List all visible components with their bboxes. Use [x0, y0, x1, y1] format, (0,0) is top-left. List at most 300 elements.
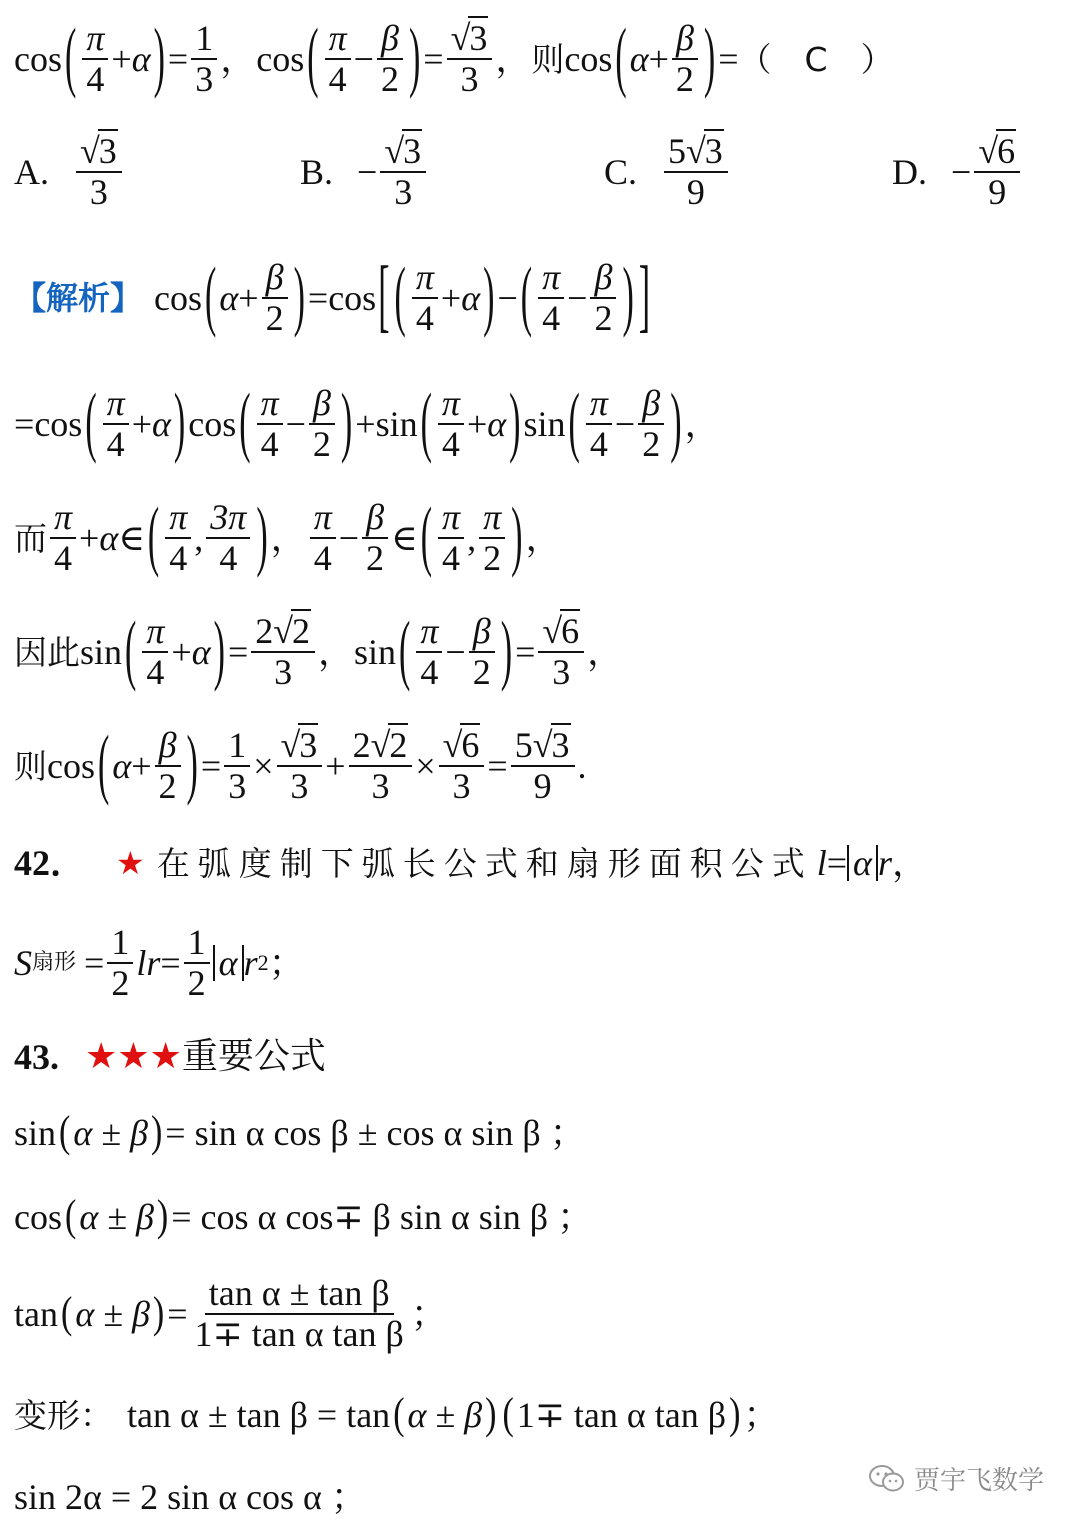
fraction [377, 19, 403, 99]
area-S: S [14, 943, 32, 983]
denominator: 2 [675, 59, 694, 99]
paren-open: ( [205, 254, 217, 340]
numerator: 1 [184, 923, 210, 964]
formula-tan-transform [14, 1390, 779, 1440]
fraction [142, 612, 168, 692]
paren-open: ( [147, 494, 160, 580]
radius-r: r [243, 943, 258, 983]
radius-r: r [877, 843, 892, 883]
fraction [224, 726, 250, 806]
then-word: 则 [531, 39, 565, 79]
sqrt: √6 [538, 612, 584, 653]
fraction [310, 498, 336, 578]
bracket-open: [ [378, 252, 390, 342]
alpha: α [112, 746, 132, 786]
watermark-text: 贾宇飞数学 [913, 1466, 1044, 1496]
fraction [251, 612, 315, 692]
abs-alpha: α [213, 945, 244, 981]
fraction [439, 726, 485, 806]
star-icon: ★ [116, 844, 145, 882]
paren-open: ( [568, 380, 580, 466]
cos-fn: cos [564, 39, 613, 79]
times: × [415, 746, 436, 786]
sqrt: 5√3 [664, 132, 728, 173]
answer-bracket: （ C ） [738, 39, 894, 79]
numerator: π [257, 384, 283, 425]
fraction [511, 726, 575, 806]
denominator: 4 [169, 538, 188, 578]
denominator: 4 [420, 652, 439, 692]
solution-line-4 [14, 606, 623, 698]
denominator: 4 [442, 538, 461, 578]
denominator: 2 [111, 963, 130, 1003]
fraction [438, 384, 464, 464]
numerator: 1 [224, 726, 250, 767]
equals: = [227, 632, 249, 672]
denominator: 3 [460, 59, 479, 99]
sin-double-angle: sin 2α = 2 sin α cos α ； [14, 1477, 367, 1517]
paren-close: ) [150, 1108, 163, 1157]
alpha: α [152, 404, 171, 444]
sqrt: √3 [277, 726, 323, 767]
paren-close: ) [622, 254, 634, 340]
numerator: 3π [206, 498, 250, 539]
element-of: ∈ [118, 518, 145, 558]
option-b [300, 132, 604, 212]
cos-fn: cos [154, 278, 203, 318]
question-number: 42． [14, 843, 87, 883]
fraction [412, 258, 438, 338]
q43-title: 重要公式 [181, 1036, 326, 1077]
numerator: β [469, 612, 495, 653]
fraction [590, 258, 616, 338]
denominator: 1∓ tan α tan β [194, 1314, 404, 1354]
sqrt: 5√3 [511, 726, 575, 767]
plus: + [171, 632, 192, 672]
fraction [638, 384, 664, 464]
fraction [664, 132, 728, 212]
alpha-pm-beta: α ± β [75, 1294, 150, 1334]
equals: = [423, 39, 444, 79]
denominator: 4 [86, 59, 105, 99]
option-label: C. [604, 152, 638, 192]
denominator: 3 [452, 766, 471, 806]
numerator: β [638, 384, 664, 425]
fraction [309, 384, 335, 464]
numerator: β [309, 384, 335, 425]
analysis-tag: 【解析】 [14, 279, 143, 317]
semicolon: ； [410, 1294, 447, 1334]
paren-open: ( [399, 608, 411, 694]
fraction [349, 726, 413, 806]
sqrt: √3 [76, 132, 122, 173]
fraction [103, 384, 129, 464]
q41-options [14, 126, 1023, 218]
paren-close: ) [152, 1289, 165, 1338]
coefficient: 5 [514, 725, 533, 766]
denominator: 4 [219, 538, 238, 578]
fraction [672, 19, 698, 99]
denominator: 2 [594, 298, 613, 338]
numerator: tan α ± tan β [205, 1274, 394, 1315]
question-number: 43. [14, 1037, 59, 1077]
numerator: β [155, 726, 181, 767]
semicolon: ； [743, 1395, 780, 1435]
fraction [438, 498, 464, 578]
equals: = [14, 404, 35, 444]
tan-fn: tan [14, 1294, 58, 1334]
minus: − [445, 632, 466, 672]
numerator: β [362, 498, 388, 539]
comma: ， [495, 39, 532, 79]
equals: = [160, 943, 181, 983]
fraction [974, 132, 1020, 212]
paren-open: ( [394, 254, 406, 340]
alpha: α [191, 632, 211, 672]
numerator: π [142, 612, 168, 653]
numerator: β [262, 258, 288, 299]
one-mp-tan-product: 1∓ tan α tan β [516, 1395, 727, 1435]
exponent: 2 [257, 950, 269, 975]
numerator: β [377, 19, 403, 60]
numerator: π [103, 384, 129, 425]
numerator: π [82, 19, 108, 60]
radicand: 6 [561, 611, 580, 652]
fraction [380, 132, 426, 212]
paren-open: ( [98, 722, 110, 808]
sqrt: √6 [974, 132, 1020, 173]
denominator: 3 [89, 172, 108, 212]
option-c [604, 132, 892, 212]
minus: − [285, 404, 306, 444]
cos-fn: cos [47, 746, 95, 786]
denominator: 2 [380, 59, 399, 99]
alpha: α [487, 404, 507, 444]
radicand: 2 [292, 611, 311, 652]
solution-line-2 [14, 378, 721, 470]
equals: = [826, 843, 848, 883]
numerator: π [438, 384, 464, 425]
formula-cos-sum [14, 1192, 593, 1242]
paren-close: ) [153, 15, 165, 101]
comma: ， [270, 518, 307, 558]
paren-close: ) [256, 494, 268, 580]
paren-close: ) [729, 1390, 741, 1439]
solution-line-3: 而 $\frac{\pi}{4}$ + α ∈ ( $\frac{\pi}{4}$ , $\frac{3\pi}{4}$ ) ， $\frac{\pi}{4}$ − $\frac{\beta}{2}$ ∈ ( $\frac{\pi}{4}$ , $\frac{\pi}{2}$ ) ， [14, 494, 562, 580]
bracket-close: ] [638, 252, 651, 342]
paren-close: ) [186, 722, 198, 808]
numerator: π [412, 258, 438, 299]
plus: + [131, 746, 152, 786]
paren-open: ( [85, 380, 97, 466]
denominator: 4 [415, 298, 434, 338]
fraction [586, 384, 612, 464]
star-icon: ★★★ [85, 1036, 182, 1077]
fraction [257, 384, 283, 464]
fraction [277, 726, 323, 806]
q42-area-formula [14, 918, 305, 1008]
denominator: 2 [187, 963, 206, 1003]
numerator: π [479, 498, 505, 539]
paren-open: ( [239, 380, 251, 466]
paren-open: ( [125, 608, 137, 694]
equals: = [84, 943, 105, 983]
times: × [253, 746, 274, 786]
comma: ， [891, 843, 928, 883]
plus: + [440, 278, 462, 318]
option-a [14, 132, 300, 212]
option-label: A. [14, 152, 49, 192]
radicand: 3 [469, 18, 488, 59]
paren-open: ( [307, 15, 319, 101]
radicand: 6 [461, 725, 480, 766]
transform-label: 变形： [14, 1395, 113, 1435]
denominator: 3 [552, 652, 571, 692]
coefficient: 5 [668, 131, 687, 172]
minus: − [497, 278, 518, 318]
abs-alpha: α [847, 845, 878, 881]
fraction [538, 612, 584, 692]
option-label: B. [300, 152, 334, 192]
denominator: 2 [642, 424, 661, 464]
sqrt: √3 [447, 19, 493, 60]
denominator: 3 [274, 652, 293, 692]
numerator: 1 [191, 19, 217, 60]
fraction [155, 726, 181, 806]
sin-fn: sin [14, 1113, 57, 1153]
fraction [50, 498, 76, 578]
paren-open: ( [615, 15, 627, 101]
watermark [868, 1460, 1044, 1497]
sector-subscript: 扇形 [32, 950, 77, 975]
paren-close: ) [670, 380, 682, 466]
wechat-icon [868, 1464, 906, 1494]
fraction [262, 258, 288, 338]
numerator: β [590, 258, 616, 299]
fraction [447, 19, 493, 99]
denominator: 4 [313, 538, 332, 578]
denominator: 9 [533, 766, 552, 806]
comma: ， [684, 404, 721, 444]
equals: = [718, 39, 739, 79]
fraction [82, 19, 108, 99]
equals: = [167, 1294, 188, 1334]
paren-close: ) [173, 380, 186, 466]
radicand: 3 [551, 725, 570, 766]
paren-open: ( [420, 494, 433, 580]
formula-sin-double [14, 1472, 367, 1522]
q42-heading [14, 838, 928, 888]
sin-fn: sin [354, 632, 397, 672]
yinci-word: 因此 [14, 632, 80, 672]
plus: + [131, 404, 152, 444]
q43-heading [14, 1032, 326, 1082]
solution-line-5 [14, 720, 587, 812]
q42-text: 在弧度制下弧长公式和扇形面积公式 [156, 843, 813, 883]
plus: + [79, 518, 100, 558]
numerator: π [50, 498, 76, 539]
paren-close: ) [213, 608, 225, 694]
paren-close: ) [483, 254, 495, 340]
comma: ， [318, 632, 355, 672]
period: . [577, 746, 587, 786]
fraction [191, 19, 217, 99]
paren-open: ( [65, 15, 77, 101]
option-sign: − [357, 152, 378, 192]
denominator: 2 [483, 538, 502, 578]
sin-fn: sin [523, 404, 566, 444]
cos-fn: cos [188, 404, 237, 444]
denominator: 4 [260, 424, 279, 464]
denominator: 2 [312, 424, 331, 464]
denominator: 4 [589, 424, 608, 464]
sin-sum-rhs: = sin α cos β ± cos α sin β ； [165, 1113, 586, 1153]
cos-fn: cos [256, 39, 305, 79]
paren-close: ) [703, 15, 716, 101]
sin-fn: sin [80, 632, 123, 672]
denominator: 3 [394, 172, 413, 212]
equals: = [200, 746, 222, 786]
numerator: π [310, 498, 336, 539]
solution-line-1 [14, 252, 652, 344]
tan-transform-lhs: tan α ± tan β = tan [127, 1395, 391, 1435]
alpha: α [131, 39, 151, 79]
denominator: 9 [686, 172, 705, 212]
radicand: 3 [403, 131, 422, 172]
paren-close: ) [340, 380, 353, 466]
radicand: 3 [98, 131, 117, 172]
fraction [184, 923, 210, 1003]
q41-stem [14, 14, 894, 104]
paren-close: ) [500, 608, 513, 694]
sqrt: √3 [380, 132, 426, 173]
cos-sum-rhs: = cos α cos∓ β sin α sin β ； [171, 1197, 594, 1237]
denominator: 2 [472, 652, 491, 692]
sin-fn: sin [375, 404, 418, 444]
denominator: 2 [265, 298, 284, 338]
paren-open: ( [393, 1390, 405, 1439]
cos-fn: cos [14, 1197, 62, 1237]
semicolon: ； [268, 943, 305, 983]
formula-tan-sum [14, 1266, 447, 1362]
minus: − [567, 278, 588, 318]
paren-open: ( [502, 1390, 514, 1439]
alpha-pm-beta: α ± β [79, 1197, 154, 1237]
alpha-pm-beta: α ± β [73, 1113, 148, 1153]
denominator: 4 [441, 424, 460, 464]
ze-word: 则 [14, 746, 47, 786]
denominator: 2 [366, 538, 385, 578]
denominator: 3 [371, 766, 390, 806]
fraction [107, 923, 133, 1003]
denominator: 3 [290, 766, 309, 806]
radicand: 6 [997, 131, 1016, 172]
radicand: 2 [389, 725, 408, 766]
plus: + [466, 404, 488, 444]
paren-open: ( [59, 1108, 71, 1157]
option-label: D. [892, 152, 927, 192]
denominator: 4 [542, 298, 561, 338]
plus: + [355, 404, 376, 444]
numerator: β [672, 19, 698, 60]
denominator: 4 [146, 652, 165, 692]
alpha-pm-beta: α ± β [407, 1395, 483, 1435]
cos-fn: cos [14, 39, 62, 79]
element-of: ∈ [391, 518, 418, 558]
radicand: 3 [299, 725, 318, 766]
fraction [362, 498, 388, 578]
cos-fn: cos [328, 278, 377, 318]
equals: = [307, 278, 329, 318]
minus: − [614, 404, 636, 444]
numerator: π [165, 498, 191, 539]
plus: + [648, 39, 669, 79]
denominator: 3 [228, 766, 247, 806]
radicand: 3 [704, 131, 723, 172]
comma: ， [587, 632, 624, 672]
plus: + [325, 746, 346, 786]
fraction [206, 498, 250, 578]
numerator: 1 [107, 923, 133, 964]
fraction [165, 498, 191, 578]
alpha: α [99, 518, 119, 558]
denominator: 9 [988, 172, 1007, 212]
fraction [469, 612, 495, 692]
fraction [479, 498, 505, 578]
denominator: 2 [158, 766, 177, 806]
paren-close: ) [511, 494, 523, 580]
equals: = [167, 39, 189, 79]
paren-close: ) [156, 1192, 169, 1241]
numerator: π [325, 19, 351, 60]
alpha: α [629, 39, 649, 79]
paren-open: ( [65, 1192, 77, 1241]
paren-open: ( [420, 380, 432, 466]
equals: = [515, 632, 536, 672]
fraction [191, 1274, 408, 1354]
option-d [892, 132, 1023, 212]
comma: ， [525, 518, 562, 558]
fraction [416, 612, 442, 692]
sqrt: 2√2 [251, 612, 315, 653]
minus: − [353, 39, 374, 79]
lr: lr [136, 943, 161, 983]
plus: + [238, 278, 259, 318]
denominator: 3 [195, 59, 214, 99]
paren-close: ) [485, 1390, 497, 1439]
sqrt: √6 [439, 726, 485, 767]
numerator: π [586, 384, 612, 425]
equals: = [487, 746, 508, 786]
coefficient: 2 [255, 611, 274, 652]
formula-sin-sum [14, 1108, 586, 1158]
paren-close: ) [293, 254, 305, 340]
paren-close: ) [408, 15, 421, 101]
coefficient: 2 [352, 725, 371, 766]
alpha: α [461, 278, 481, 318]
fraction [76, 132, 122, 212]
option-sign: − [951, 152, 972, 192]
arc-length-l: l [816, 843, 827, 883]
sqrt: 2√2 [349, 726, 413, 767]
comma: ， [220, 39, 257, 79]
er-word: 而 [14, 518, 47, 558]
denominator: 4 [328, 59, 347, 99]
fraction [538, 258, 564, 338]
denominator: 4 [106, 424, 125, 464]
cos-fn: cos [34, 404, 83, 444]
fraction [325, 19, 351, 99]
